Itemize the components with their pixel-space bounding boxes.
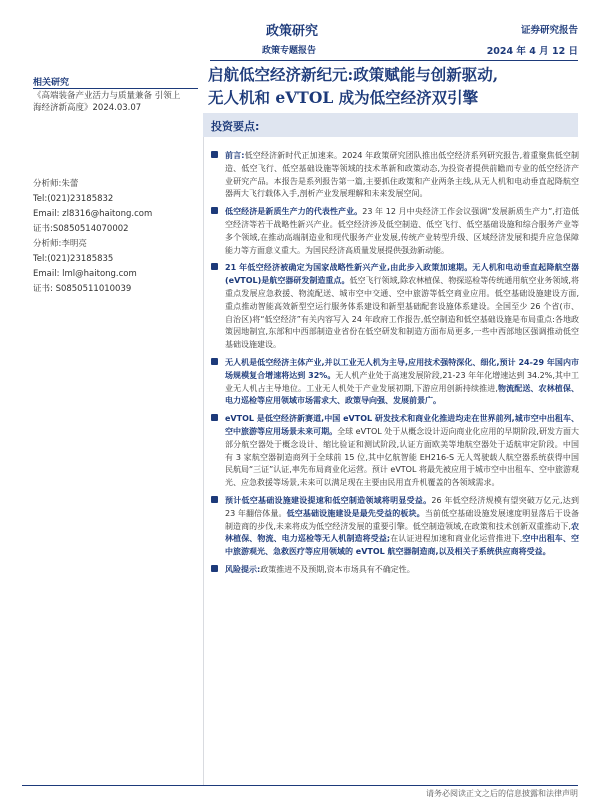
analyst-cert: 证书: S0850511010039 (33, 284, 132, 294)
analyst-name: 分析师:朱蕾 (33, 179, 79, 189)
bullet-lead: 低空经济是新质生产力的代表性产业。 (225, 207, 363, 217)
analyst-block-1 (33, 178, 203, 235)
bullet-lead: 前言: (225, 151, 245, 160)
report-title (208, 63, 580, 109)
bullet-text: 无人机产业处于高速发展阶段,21-23 年年化增速达到 34.2%,其中工业无人机占主导地位。工业无人机处于产业发展初期,下游应用创新持续推进, (225, 370, 579, 393)
bullet-beneficiaries (211, 495, 579, 559)
bullet-text: 低空经济新时代正加速来。2024 年政策研究团队推出低空经济系列研究报告,着重聚焦低空制造、低空飞行、低空基础设施等领域的技术革新和政策动态,为投资者提供前瞻而专业的低空经济产业研究产品。本报告是系列报告第一篇,主要抓住政策和产业两条主线,从无人机和电动垂直起降航空器两大飞行载体入手,剖析产业发展理解和未来发展空间。 (225, 151, 579, 199)
analyst-tel: Tel:(021)23185832 (33, 194, 114, 204)
bullet-policy (211, 262, 579, 352)
related-report-line1: 《高端装备产业活力与质量兼备 引领上 (33, 91, 181, 101)
bullet-new-productivity (211, 206, 579, 257)
report-title-line1: 启航低空经济新纪元:政策赋能与创新驱动, (208, 65, 499, 84)
sidebar-related-report[interactable] (33, 90, 203, 114)
analyst-email[interactable]: Email: zl8316@haitong.com (33, 209, 153, 219)
analyst-email[interactable]: Email: lml@haitong.com (33, 269, 137, 279)
section-title: 投资要点: (211, 120, 260, 133)
header-left-subtitle: 政策专题报告 (262, 46, 317, 56)
bullet-emphasis: 农林植保、物流、电力巡检等无人机制造将受益; (225, 521, 580, 544)
sidebar-related-heading: 相关研究 (33, 78, 70, 88)
bullet-square-icon (211, 565, 218, 572)
bullet-emphasis: 低空基础设施建设是最先受益的板块。 (286, 508, 425, 518)
bullet-list (211, 150, 579, 582)
analyst-name: 分析师:李明亮 (33, 239, 87, 249)
analyst-tel: Tel:(021)23185835 (33, 254, 114, 264)
bullet-square-icon (211, 207, 218, 214)
bullet-risk (211, 564, 579, 577)
bullet-square-icon (211, 414, 218, 421)
bullet-emphasis: 空中出租车、空中旅游观光、急救医疗等应用领域的 eVTOL 航空器制造商,以及相关子系统供应商将受益。 (225, 534, 580, 557)
bullet-text: 全球 eVTOL 处于从概念设计迈向商业化应用的早期阶段,研发方面大部分航空器处于概念设计、缩比验证和测试阶段,认证方面欧美等地航空器处于适航审定阶段。中国有 3 家航空器制造商列于全球前 15 位,其中亿航智能 EH216-S 无人驾驶载人航空器系统获得中国民航局“三证”认证,率先布局商业化运营。预计 eVTOL 将最先被应用于城市空中出租车、空中旅游观光、应急救援等场景,未来可以满足现在主要由民用直升机覆盖的各领域需求。 (225, 426, 579, 488)
bullet-text: 政策推进不及预期,资本市场具有不确定性。 (260, 564, 415, 574)
bullet-text: 在认证进程加速和商业化运营推进下, (390, 534, 523, 544)
header-divider (210, 60, 578, 61)
sidebar-heading-divider (33, 88, 198, 89)
bullet-text: 低空飞行领域,除农林植保、物探巡检等传统通用航空业务领域,将重点发展应急救援、物流配送、城市空中交通、空中旅游等低空商业应用。低空基础设施建设方面,重点推动智能高效新型空运行服务体系建设和新型基础配套设施体系建设。全国至少 26 个省(市、自治区)将“低空经济”有关内容写入 24 年政府工作报告,低空制造和低空基础设施是布局重点:各地政策因地制宜,东部和中西部制造业省份在低空研发和制造方面布局更多,一些中西部地区强调推动低空基础设施建设。 (225, 276, 579, 350)
content-divider (203, 113, 204, 785)
analyst-block-2 (33, 238, 203, 295)
bullet-square-icon (211, 151, 218, 158)
report-title-line2: 无人机和 eVTOL 成为低空经济双引擎 (208, 88, 479, 107)
header-left-title: 政策研究 (266, 24, 319, 39)
analyst-cert: 证书:S0850514070002 (33, 224, 129, 234)
bullet-text: 当前低空基础设施发展速度明显落后于设备制造商的步伐,未来将成为低空经济发展的重要引擎。低空制造领域,在政策和技术创新双重推动下, (225, 508, 580, 531)
bullet-square-icon (211, 263, 218, 270)
bullet-lead: 风险提示: (225, 564, 261, 574)
bullet-lead: eVTOL 是低空经济新赛道,中国 eVTOL 研发技术和商业化推进均走在世界前列,城市空中出租车、空中旅游等应用场景未来可期。 (225, 414, 579, 436)
footer-divider (22, 785, 578, 786)
bullet-lead: 21 年低空经济被确定为国家战略性新兴产业,由此步入政策加速期。无人机和电动垂直起降航空器(eVTOL)是航空器研发制造重点。 (225, 263, 579, 286)
bullet-lead: 无人机是低空经济主体产业,并以工业无人机为主导,应用技术强特深化、细化,预计 24-29 年国内市场规模复合增速将达到 32%。 (225, 357, 579, 380)
bullet-evtol (211, 413, 579, 490)
header-right-title: 证券研究报告 (520, 25, 578, 36)
bullet-lead: 预计低空基础设施建设提速和低空制造领域将明显受益。 (225, 495, 432, 505)
related-report-line2: 海经济新高度》2024.03.07 (33, 103, 142, 113)
footer-disclaimer: 请务必阅读正文之后的信息披露和法律声明 (426, 789, 578, 798)
bullet-square-icon (211, 496, 218, 503)
bullet-text: 26 年低空经济规模有望突破万亿元,达到 23 年翻倍体量。 (225, 495, 579, 518)
bullet-drone (211, 357, 579, 408)
bullet-emphasis: 物流配送、农林植保、电力巡检等应用领域市场需求大、政策导向强、发展前景广。 (225, 383, 579, 406)
bullet-text: 23 年 12 月中央经济工作会议强调“发展新质生产力”,打造低空经济等若干战略性新兴产业。低空经济涉及低空制造、低空飞行、低空基础设施和综合服务产业等多个领域,在推动高端制造业和现代服务产业发展,传统产业转型升级、区域经济发展和提升应急保障能力等方面意义重大。为国民经济高质量发展提供强劲新动能。 (225, 207, 580, 255)
bullet-preface (211, 150, 579, 201)
header-date: 2024 年 4 月 12 日 (486, 46, 578, 57)
bullet-square-icon (211, 358, 218, 365)
